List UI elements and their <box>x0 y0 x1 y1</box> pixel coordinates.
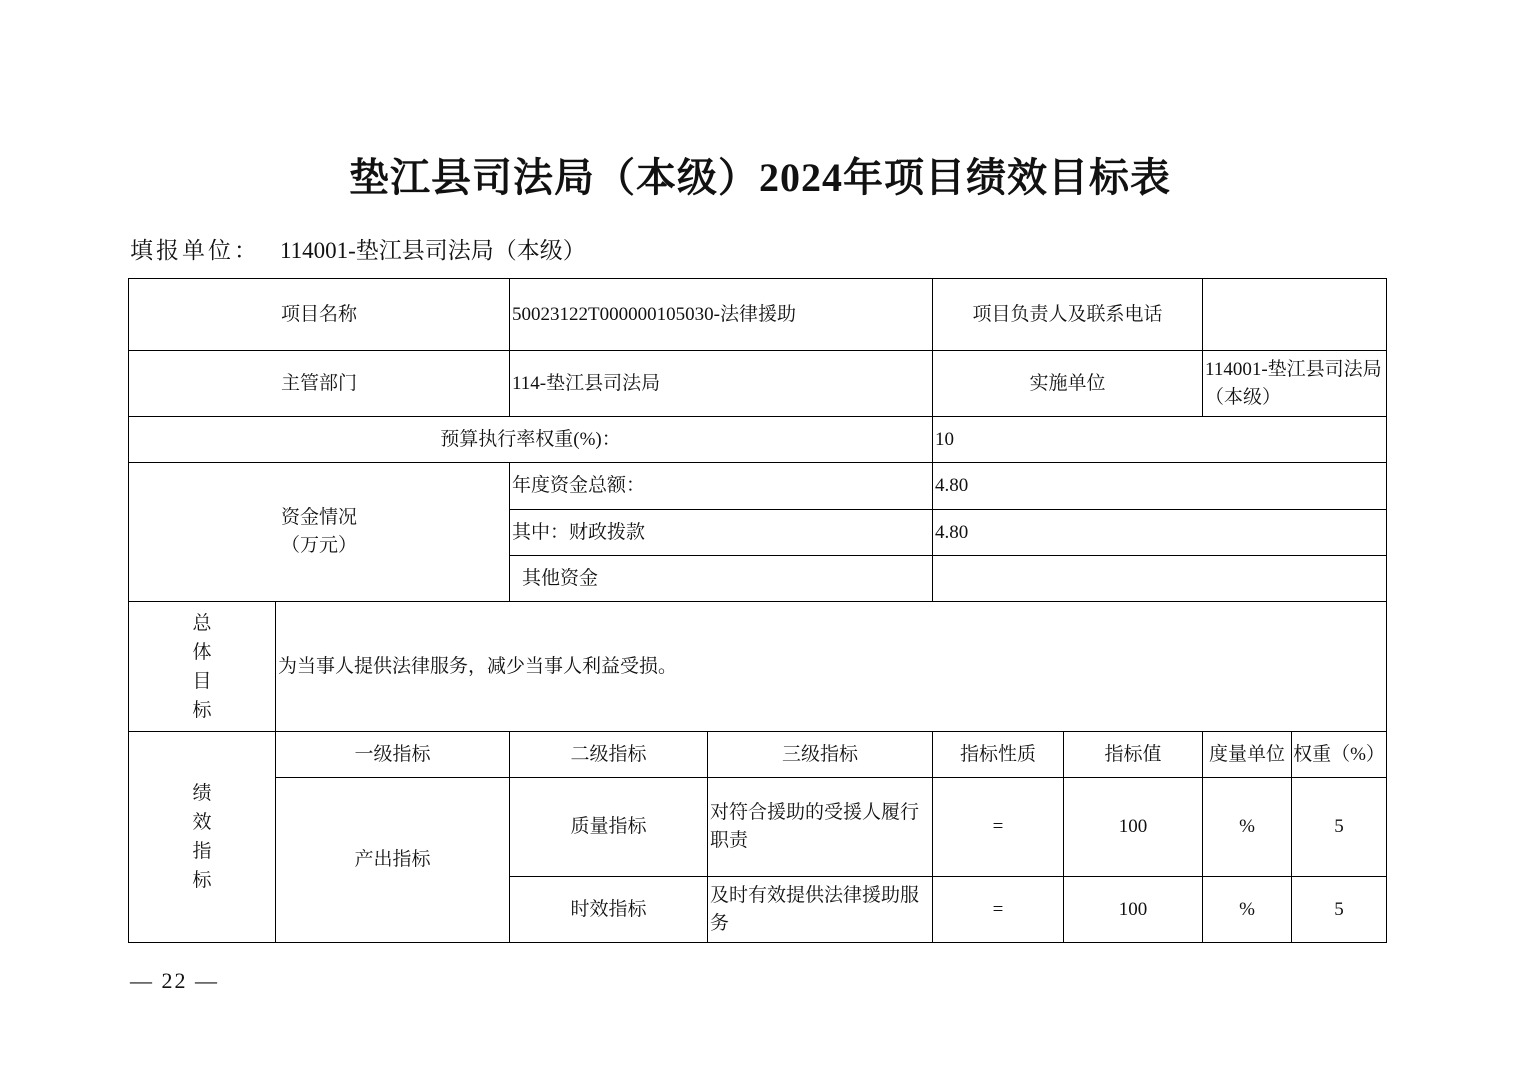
indicators-label-cell <box>129 732 276 943</box>
row-value: 100 <box>1064 877 1203 943</box>
row-weight: 5 <box>1292 877 1387 943</box>
impl-unit-label: 实施单位 <box>933 351 1203 417</box>
dept-value: 114-垫江县司法局 <box>510 351 933 417</box>
row-unit: % <box>1203 877 1292 943</box>
performance-target-table <box>128 278 1387 943</box>
header-weight: 权重（%） <box>1292 732 1387 778</box>
budget-weight-label: 预算执行率权重(%)： <box>129 417 933 463</box>
table-row <box>129 417 1387 463</box>
funds-unit: （万元） <box>281 535 358 556</box>
indicators-label: 绩效指标 <box>192 783 212 891</box>
header-level2: 二级指标 <box>510 732 708 778</box>
header-unit: 度量单位 <box>1203 732 1292 778</box>
row-level3: 对符合援助的受援人履行职责 <box>708 778 933 877</box>
other-funds-value <box>933 556 1387 602</box>
row-level3: 及时有效提供法律援助服务 <box>708 877 933 943</box>
table-row <box>129 279 1387 351</box>
row-unit: % <box>1203 778 1292 877</box>
row-weight: 5 <box>1292 778 1387 877</box>
header-value: 指标值 <box>1064 732 1203 778</box>
row-nature: = <box>933 778 1064 877</box>
fiscal-value: 4.80 <box>933 510 1387 556</box>
funds-label: 资金情况 <box>281 507 358 528</box>
table-row <box>129 351 1387 417</box>
page-number: — 22 — <box>130 968 219 993</box>
table-row <box>129 732 1387 778</box>
dept-label: 主管部门 <box>129 351 510 417</box>
header-nature: 指标性质 <box>933 732 1064 778</box>
annual-total-value: 4.80 <box>933 463 1387 510</box>
overall-goal-text: 为当事人提供法律服务，减少当事人利益受损。 <box>276 602 1387 732</box>
header-level1: 一级指标 <box>276 732 510 778</box>
budget-weight-value: 10 <box>933 417 1387 463</box>
funds-label-cell <box>129 463 510 602</box>
responsible-label: 项目负责人及联系电话 <box>933 279 1203 351</box>
responsible-value <box>1203 279 1387 351</box>
table-row <box>129 778 1387 877</box>
fiscal-label: 其中：财政拨款 <box>510 510 933 556</box>
impl-unit-value: 114001-垫江县司法局（本级） <box>1203 351 1387 417</box>
fill-unit-row <box>130 232 586 265</box>
row-nature: = <box>933 877 1064 943</box>
annual-total-label: 年度资金总额： <box>510 463 933 510</box>
row-level2: 质量指标 <box>510 778 708 877</box>
overall-goal-label-cell <box>129 602 276 732</box>
project-name-label: 项目名称 <box>129 279 510 351</box>
output-indicator-label: 产出指标 <box>276 778 510 943</box>
overall-goal-label: 总体目标 <box>192 612 212 721</box>
other-funds-label: 其他资金 <box>510 556 933 602</box>
fill-unit-value: 114001-垫江县司法局（本级） <box>280 238 586 263</box>
table-row <box>129 463 1387 510</box>
project-name-value: 50023122T000000105030-法律援助 <box>510 279 933 351</box>
page-title: 垫江县司法局（本级）2024年项目绩效目标表 <box>349 155 1171 200</box>
row-value: 100 <box>1064 778 1203 877</box>
header-level3: 三级指标 <box>708 732 933 778</box>
row-level2: 时效指标 <box>510 877 708 943</box>
fill-unit-label: 填报单位： <box>130 238 260 263</box>
table-row <box>129 602 1387 732</box>
